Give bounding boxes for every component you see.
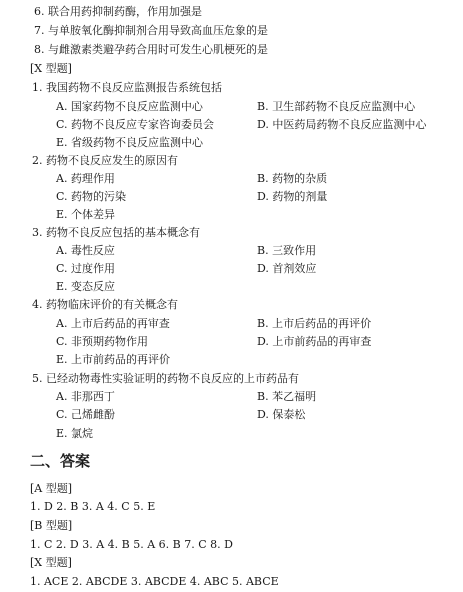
x-question-2-option-d: D. 药物的剂量	[257, 190, 328, 203]
x-question-2-option-b: B. 药物的杂质	[257, 172, 328, 185]
x-question-4-option-a: A. 上市后药品的再审查	[56, 317, 170, 330]
x-question-4-stem: 4. 药物临床评价的有关概念有	[32, 298, 178, 311]
x-question-3-option-c: C. 过度作用	[56, 262, 116, 275]
x-question-4-option-e: E. 上市前药品的再评价	[56, 353, 171, 366]
x-question-3-option-a: A. 毒性反应	[56, 244, 115, 257]
x-question-1-option-d: D. 中医药局药物不良反应监测中心	[257, 118, 427, 131]
answers-line-x: 1. ACE 2. ABCDE 3. ABCDE 4. ABC 5. ABCE	[30, 575, 279, 588]
x-question-3-option-d: D. 首剂效应	[257, 262, 317, 275]
x-question-4-option-d: D. 上市前药品的再审查	[257, 335, 372, 348]
x-question-5-option-d: D. 保泰松	[257, 408, 306, 421]
answers-heading: 二、答案	[30, 452, 91, 470]
answers-tag-a: [A 型题]	[30, 482, 73, 495]
answers-tag-b: [B 型题]	[30, 519, 73, 532]
answers-tag-x: [X 型题]	[30, 556, 72, 569]
x-question-5-option-c: C. 己烯雌酚	[56, 408, 116, 421]
x-question-5-option-b: B. 苯乙福明	[257, 390, 317, 403]
x-question-2-option-c: C. 药物的污染	[56, 190, 127, 203]
x-question-1-option-b: B. 卫生部药物不良反应监测中心	[257, 100, 416, 113]
x-question-4-option-b: B. 上市后药品的再评价	[257, 317, 372, 330]
x-question-1-option-a: A. 国家药物不良反应监测中心	[56, 100, 203, 113]
x-question-3-stem: 3. 药物不良反应包括的基本概念有	[32, 226, 200, 239]
x-question-1-stem: 1. 我国药物不良反应监测报告系统包括	[32, 81, 222, 94]
x-question-1-option-c: C. 药物不良反应专家咨询委员会	[56, 118, 215, 131]
x-question-2-option-e: E. 个体差异	[56, 208, 116, 221]
answers-line-a: 1. D 2. B 3. A 4. C 5. E	[30, 500, 156, 513]
x-question-4-option-c: C. 非预期药物作用	[56, 335, 149, 348]
x-question-5-stem: 5. 已经动物毒性实验证明的药物不良反应的上市药品有	[32, 372, 299, 385]
x-question-2-stem: 2. 药物不良反应发生的原因有	[32, 154, 178, 167]
section-tag-x: [X 型题]	[30, 62, 72, 75]
x-question-3-option-b: B. 三致作用	[257, 244, 317, 257]
x-question-5-option-a: A. 非那西丁	[56, 390, 115, 403]
question-item-7: 7. 与单胺氧化酶抑制剂合用导致高血压危象的是	[34, 24, 268, 37]
answers-line-b: 1. C 2. D 3. A 4. B 5. A 6. B 7. C 8. D	[30, 538, 233, 551]
question-item-6: 6. 联合用药抑制药酶，作用加强是	[34, 5, 202, 18]
x-question-1-option-e: E. 省级药物不良反应监测中心	[56, 136, 204, 149]
x-question-5-option-e: E. 氯烷	[56, 427, 94, 440]
x-question-3-option-e: E. 变态反应	[56, 280, 116, 293]
x-question-2-option-a: A. 药理作用	[56, 172, 115, 185]
question-item-8: 8. 与雌激素类避孕药合用时可发生心肌梗死的是	[34, 43, 268, 56]
